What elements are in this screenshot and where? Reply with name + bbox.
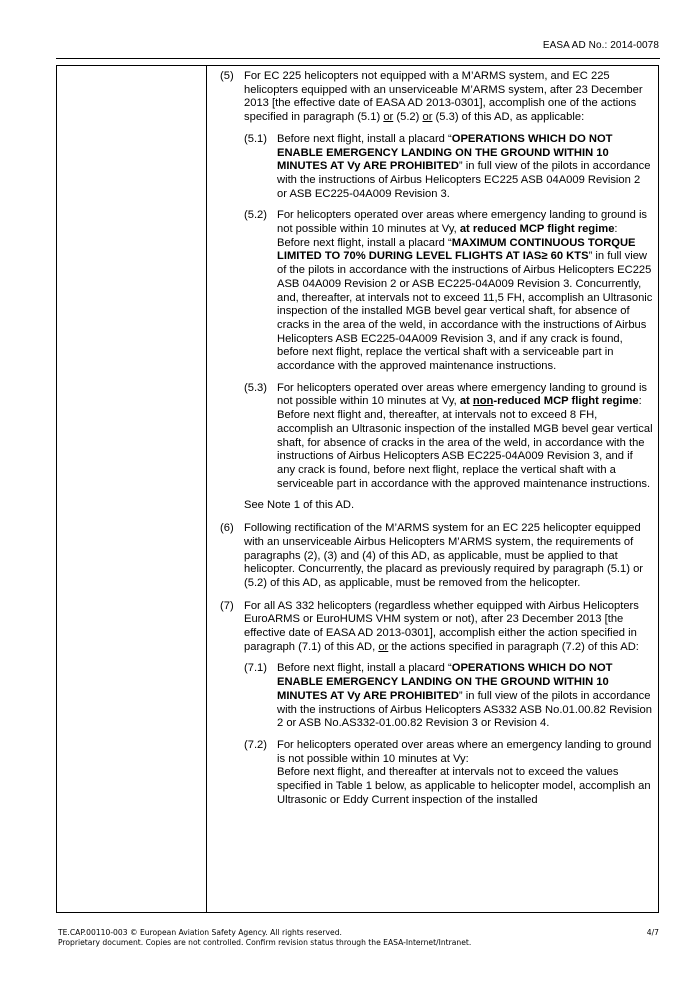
paragraph-7-2 — [244, 739, 653, 808]
page-number: 4/7 — [646, 928, 659, 937]
paragraph-5-1 — [244, 133, 653, 202]
paragraph-number: (5) — [220, 70, 234, 82]
paragraph-number: (7.2) — [244, 738, 268, 751]
paragraph-7 — [220, 600, 653, 655]
paragraph-7-1 — [244, 662, 653, 731]
proprietary-line: Proprietary document. Copies are not controlled. Confirm revision status through the EASA-Internet/Intranet. — [58, 938, 472, 947]
paragraph-text: Before next flight, install a placard “OPERATIONS WHICH DO NOT ENABLE EMERGENCY LANDING ON THE GROUND WITHIN 10 MINUTES AT Vy ARE PROHIBITED” in full view of the pilots in accordance with the instructions of Airbus Helicopters EC225 ASB 04A009 Revision 2 or ASB EC225-04A009 Revision 3. — [277, 132, 651, 200]
paragraph-text: For all AS 332 helicopters (regardless whether equipped with Airbus Helicopters EuroARMS or EuroHUMS VHM system or not), after 23 December 2013 [the effective date of EASA AD 2013-0301], accomplish either the action specified in paragraph (7.1) of this AD, or the actions specified in paragraph (7.2) of this AD: — [244, 599, 639, 653]
ad-requirements — [220, 70, 653, 807]
paragraph-text: Following rectification of the M’ARMS system for an EC 225 helicopter equipped with an unserviceable Airbus Helicopters M’ARMS system, the requirements of paragraphs (2), (3) and (4) of this AD, as applicable, must be applied to that helicopter. Concurrently, the placard as previously required by paragraph (5.1) or (5.2) of this AD, as applicable, must be removed from the helicopter. — [244, 522, 644, 589]
paragraph-text: For helicopters operated over areas where an emergency landing to ground is not possible within 10 minutes at Vy: Before next flight, and thereafter at intervals not to exceed the values specified in Table 1 below, as applicable to helicopter model, accomplish an Ultrasonic or Eddy Current inspection of the installed — [277, 738, 652, 806]
paragraph-number: (6) — [220, 522, 234, 535]
paragraph-number: (5.3) — [244, 381, 268, 394]
content-table — [56, 65, 659, 913]
paragraph-5-2 — [244, 209, 653, 373]
paragraph-text: Before next flight, install a placard “OPERATIONS WHICH DO NOT ENABLE EMERGENCY LANDING ON THE GROUND WITHIN 10 MINUTES AT Vy ARE PROHIBITED” in full view of the pilots in accordance with the instructions of Airbus Helicopters AS332 ASB No.01.00.82 Revision 2 or ASB No.AS332-01.00.82 Revision 3 or Revision 4. — [277, 662, 652, 730]
paragraph-6 — [220, 522, 653, 591]
paragraph-number: (5.1) — [244, 132, 268, 145]
paragraph-5 — [220, 70, 653, 125]
header-rule — [56, 58, 660, 59]
paragraph-number: (7) — [220, 599, 234, 612]
page-footer — [58, 928, 659, 948]
ad-number-header: EASA AD No.: 2014-0078 — [542, 40, 659, 51]
paragraph-5-3 — [244, 382, 653, 492]
see-note: See Note 1 of this AD. — [244, 499, 355, 512]
paragraph-number: (5.2) — [244, 209, 268, 222]
paragraph-number: (7.1) — [244, 662, 268, 675]
paragraph-text: For EC 225 helicopters not equipped with a M’ARMS system, and EC 225 helicopters equipped with an unserviceable M’ARMS system, after 23 December 2013 [the effective date of EASA AD 2013-0301], accomplish one of the actions specified in paragraph (5.1) or (5.2) or (5.3) of this AD, as applicable: — [244, 70, 643, 124]
paragraph-text: For helicopters operated over areas where emergency landing to ground is not possible within 10 minutes at Vy, at non-reduced MCP flight regime: Before next flight and, thereafter, at intervals not to exceed 8 FH, accomplish an Ultrasonic inspection of the installed MGB bevel gear vertical shaft, for absence of cracks in the area of the weld, in accordance with the instructions of Airbus Helicopters ASB EC225-04A009 Revision 3, and if any crack is found, before next flight, replace the vertical shaft with a serviceable part in accordance with the approved maintenance instructions. — [277, 381, 653, 490]
column-divider — [206, 66, 207, 912]
copyright-line: TE.CAP.00110-003 © European Aviation Safety Agency. All rights reserved. — [58, 928, 342, 937]
paragraph-text: For helicopters operated over areas where emergency landing to ground is not possible within 10 minutes at Vy, at reduced MCP flight regime: Before next flight, install a placard “MAXIMUM CONTINUOUS TORQUE LIMITED TO 70% DURING LEVEL FLIGHTS AT IAS≥ 60 KTS” in full view of the pilots in accordance with the instructions of Airbus Helicopters EC225 ASB 04A009 Revision 2 or ASB EC225-04A009 Revision 3. Concurrently, and, thereafter, at intervals not to exceed 11,5 FH, accomplish an Ultrasonic inspection of the installed MGB bevel gear vertical shaft, for absence of cracks in the area of the weld, in accordance with the instructions of Airbus Helicopters ASB EC225-04A009 Revision 3, and if any crack is found, before next flight, replace the vertical shaft with a serviceable part in accordance with the approved maintenance instructions. — [277, 209, 653, 373]
